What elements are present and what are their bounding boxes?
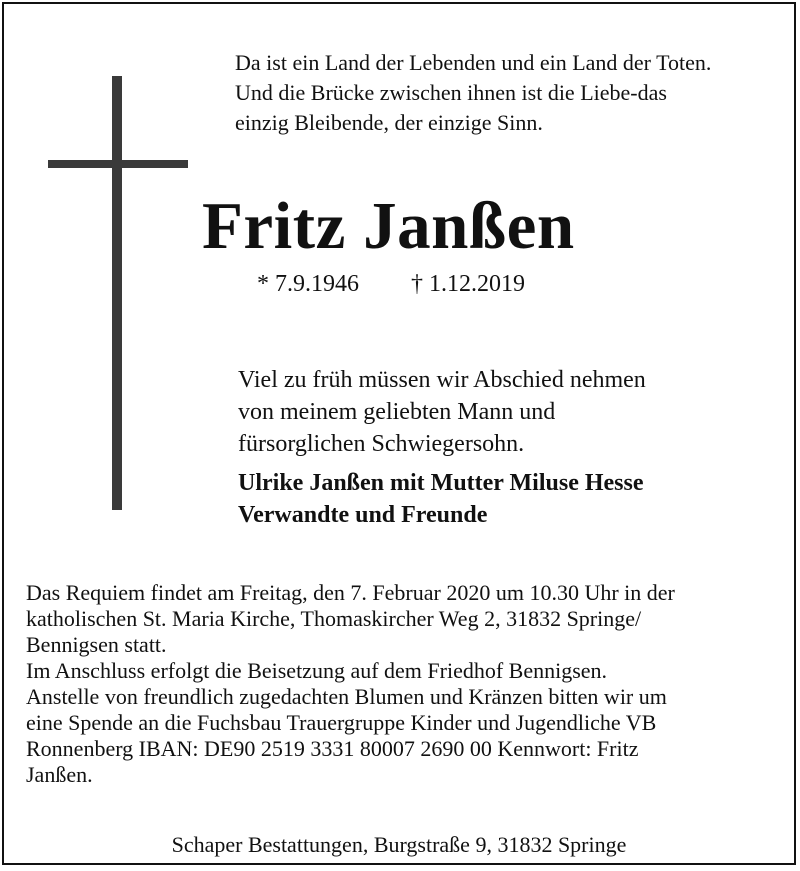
- message-line: von meinem geliebten Mann und: [238, 399, 556, 425]
- deceased-name: Fritz Janßen: [202, 189, 575, 263]
- funeral-home-footer: Schaper Bestattungen, Burgstraße 9, 31832 Springe: [171, 832, 627, 857]
- message-line: fürsorglichen Schwiegersohn.: [238, 431, 525, 457]
- details-line: Ronnenberg IBAN: DE90 2519 3331 80007 2690 00 Kennwort: Fritz: [26, 736, 639, 761]
- message-line: Viel zu früh müssen wir Abschied nehmen: [238, 367, 646, 393]
- cross-icon: [48, 76, 190, 512]
- details-line: eine Spende an die Fuchsbau Trauergruppe Kinder und Jugendliche VB: [26, 710, 657, 735]
- poem-line: Und die Brücke zwischen ihnen ist die Liebe-das: [235, 80, 667, 105]
- cross-horizontal-bar: [48, 160, 188, 168]
- details-line: Das Requiem findet am Freitag, den 7. Februar 2020 um 10.30 Uhr in der: [26, 580, 675, 605]
- details-line: Im Anschluss erfolgt die Beisetzung auf dem Friedhof Bennigsen.: [26, 658, 608, 683]
- farewell-message: [238, 364, 646, 460]
- mourners: [238, 467, 644, 531]
- life-dates: [257, 268, 525, 300]
- poem-line: Da ist ein Land der Lebenden und ein Land der Toten.: [235, 50, 712, 75]
- mourner-line: Ulrike Janßen mit Mutter Miluse Hesse: [238, 470, 644, 496]
- service-details: [26, 580, 786, 788]
- obituary-notice: [2, 2, 796, 865]
- poem: [235, 48, 795, 138]
- mourner-line: Verwandte und Freunde: [238, 502, 488, 528]
- death-date: † 1.12.2019: [411, 271, 525, 297]
- cross-vertical-bar: [112, 76, 122, 510]
- details-line: Janßen.: [26, 762, 93, 787]
- details-line: katholischen St. Maria Kirche, Thomaskircher Weg 2, 31832 Springe/: [26, 606, 642, 631]
- birth-date: * 7.9.1946: [257, 271, 359, 297]
- details-line: Anstelle von freundlich zugedachten Blumen und Kränzen bitten wir um: [26, 684, 667, 709]
- details-line: Bennigsen statt.: [26, 632, 167, 657]
- poem-line: einzig Bleibende, der einzige Sinn.: [235, 110, 543, 135]
